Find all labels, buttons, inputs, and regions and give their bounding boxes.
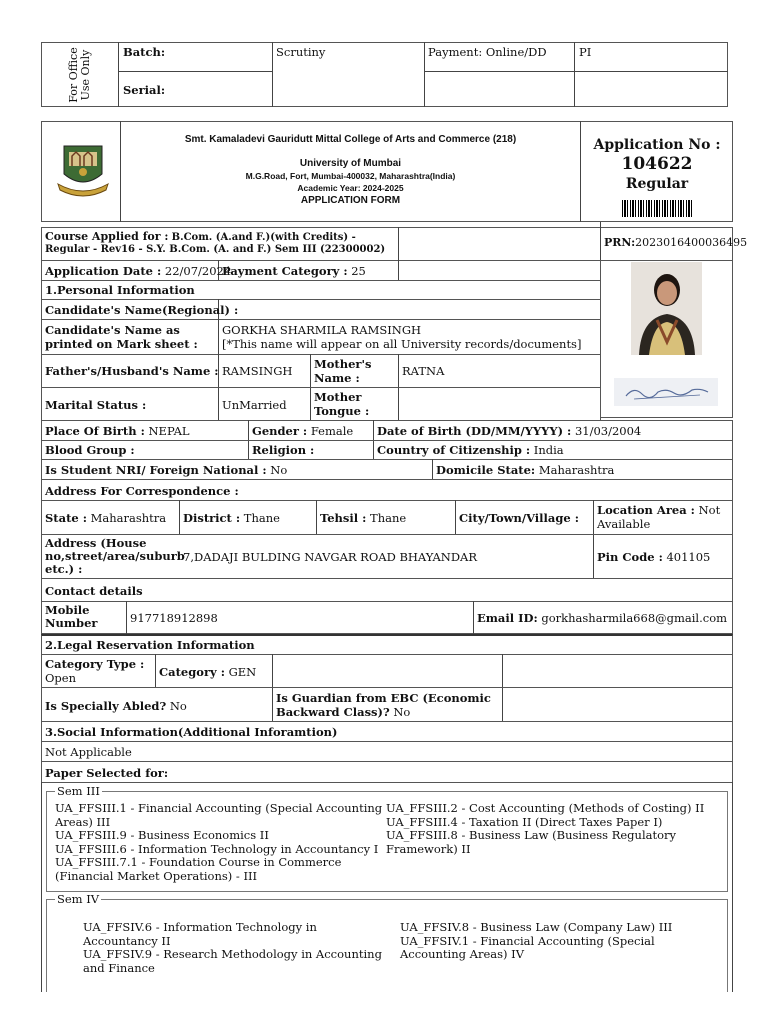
application-no: 104622	[621, 154, 693, 174]
address-city	[459, 511, 579, 525]
citizenship-label: Country of Citizenship :	[377, 443, 531, 457]
guardian-ebc	[276, 691, 500, 719]
barcode	[622, 200, 692, 217]
specially-abled-value: No	[169, 699, 187, 713]
paper-item: UA_FFSIV.8 - Business Law (Company Law) III	[400, 920, 673, 934]
course-value: B.Com. (A.and F.)(with Credits) - Regular - Rev16 - S.Y. B.Com. (A. and F.) Sem III (22300002)	[45, 232, 386, 255]
city-label: City/Town/Village :	[459, 511, 579, 525]
citizenship	[377, 443, 564, 457]
domicile-value: Maharashtra	[538, 463, 615, 477]
form-title: APPLICATION FORM	[300, 195, 401, 206]
payment-category-value: 25	[351, 264, 366, 278]
candidate-photo	[631, 262, 702, 355]
pin-code-value: 401105	[666, 550, 711, 564]
paper-item: UA_FFSIV.6 - Information Technology in Accountancy II	[83, 920, 317, 948]
paper-item: UA_FFSIII.2 - Cost Accounting (Methods of Costing) II	[386, 801, 705, 815]
paper-item: UA_FFSIII.8 - Business Law (Business Regulatory Framework) II	[386, 828, 677, 856]
application-no-label: Application No :	[593, 137, 721, 153]
category-label: Category :	[159, 665, 225, 679]
prn	[604, 236, 747, 249]
marital-status-label: Marital Status :	[45, 398, 147, 412]
course-applied	[45, 231, 397, 256]
prn-value: 2023016400036495	[635, 236, 748, 249]
personal-section-title: 1.Personal Information	[45, 283, 195, 297]
university-name: University of Mumbai	[299, 158, 402, 169]
father-name-label: Father's/Husband's Name :	[45, 364, 219, 378]
application-date	[45, 264, 231, 278]
course-label: Course Applied for :	[45, 230, 169, 243]
paper-item: UA_FFSIII.9 - Business Economics II	[55, 828, 269, 842]
district-value: Thane	[243, 511, 280, 525]
email	[477, 611, 727, 625]
mother-name-label: Mother's Name :	[314, 357, 372, 385]
house-address-value: 7,DADAJI BULDING NAVGAR ROAD BHAYANDAR	[183, 550, 478, 564]
gender	[252, 424, 353, 438]
blood-group-label: Blood Group :	[45, 443, 135, 457]
marital-status-value: UnMarried	[222, 398, 287, 412]
nri-label: Is Student NRI/ Foreign National :	[45, 463, 267, 477]
address-tehsil	[320, 511, 406, 525]
location-area	[597, 503, 731, 531]
sem3-right-list	[386, 802, 724, 856]
citizenship-value: India	[533, 443, 564, 457]
tehsil-label: Tehsil :	[320, 511, 367, 525]
house-address-label: Address (House no,street/area/suburb etc.) :	[45, 536, 185, 576]
specially-abled-label: Is Specially Abled?	[45, 699, 167, 713]
gender-label: Gender :	[252, 424, 308, 438]
dob-label: Date of Birth (DD/MM/YYYY) :	[377, 424, 572, 438]
district-label: District :	[183, 511, 241, 525]
paper-item: UA_FFSIII.4 - Taxation II (Direct Taxes Paper I)	[386, 814, 663, 829]
paper-item: UA_FFSIV.1 - Financial Accounting (Special Accounting Areas) IV	[400, 933, 655, 961]
university-address: M.G.Road, Fort, Mumbai-400032, Maharashtra(India)	[245, 171, 456, 181]
scrutiny-label: Scrutiny	[276, 45, 326, 59]
place-of-birth-label: Place Of Birth :	[45, 424, 145, 438]
sem4-right-list	[400, 921, 700, 962]
nri-status	[45, 463, 287, 477]
address-district	[183, 511, 280, 525]
pi-label: PI	[579, 45, 592, 59]
university-crest-logo	[54, 140, 112, 200]
college-name: Smt. Kamaladevi Gauridutt Mittal College of Arts and Commerce (218)	[184, 134, 517, 145]
paper-item: UA_FFSIII.6 - Information Technology in Accountancy I	[55, 841, 379, 856]
domicile-label: Domicile State:	[436, 463, 536, 477]
name-marksheet-value: GORKHA SHARMILA RAMSINGH	[222, 323, 422, 337]
mobile-value: 917718912898	[130, 611, 218, 625]
name-marksheet-note: [*This name will appear on all University records/documents]	[222, 337, 582, 351]
prn-label: PRN:	[604, 236, 636, 249]
email-value: gorkhasharmila668@gmail.com	[541, 611, 728, 625]
pin-code-label: Pin Code :	[597, 550, 663, 564]
date-of-birth	[377, 424, 641, 438]
domicile-state	[436, 463, 614, 477]
state-value: Maharashtra	[90, 511, 167, 525]
payment-mode-label: Payment: Online/DD	[428, 45, 547, 59]
name-marksheet-label: Candidate's Name as printed on Mark sheet :	[45, 323, 198, 351]
candidate-signature	[614, 378, 718, 406]
state-label: State :	[45, 511, 87, 525]
religion-label: Religion :	[252, 443, 315, 457]
contact-section-title: Contact details	[45, 584, 143, 598]
serial-label: Serial:	[123, 83, 166, 97]
payment-category-label: Payment Category :	[222, 264, 348, 278]
batch-label: Batch:	[123, 45, 166, 59]
academic-year: Academic Year: 2024-2025	[297, 183, 404, 193]
payment-category	[222, 264, 366, 278]
nri-value: No	[270, 463, 288, 477]
sem4-legend: Sem IV	[57, 892, 100, 906]
mobile-label: Mobile Number	[45, 603, 98, 630]
pin-code	[597, 550, 710, 564]
address-state	[45, 511, 166, 525]
paper-item: UA_FFSIII.7.1 - Foundation Course in Commerce (Financial Market Operations) - III	[55, 855, 342, 883]
name-regional-label: Candidate's Name(Regional) :	[45, 303, 239, 317]
address-section-title: Address For Correspondence :	[45, 484, 239, 498]
application-type: Regular	[625, 176, 689, 192]
paper-item: UA_FFSIII.1 - Financial Accounting (Special Accounting Areas) III	[55, 801, 383, 829]
place-of-birth	[45, 424, 190, 438]
office-use-side-label: For Office Use Only	[67, 47, 92, 103]
guardian-ebc-label: Is Guardian from EBC (Economic Backward Class)?	[276, 691, 491, 719]
category-type-label: Category Type :	[45, 657, 145, 671]
email-label: Email ID:	[477, 611, 538, 625]
application-date-label: Application Date :	[45, 264, 162, 278]
location-area-label: Location Area :	[597, 503, 695, 517]
sem3-legend: Sem III	[57, 784, 100, 798]
reservation-section-title: 2.Legal Reservation Information	[45, 638, 255, 652]
category	[159, 665, 256, 679]
father-name-value: RAMSINGH	[222, 364, 293, 378]
place-of-birth-value: NEPAL	[148, 424, 190, 438]
mother-name-value: RATNA	[402, 364, 445, 378]
category-value: GEN	[228, 665, 257, 679]
mother-tongue-label: Mother Tongue :	[314, 390, 370, 418]
social-value: Not Applicable	[45, 745, 132, 759]
paper-item: UA_FFSIV.9 - Research Methodology in Accounting and Finance	[83, 947, 382, 975]
specially-abled	[45, 699, 187, 713]
location-area-value: Not Available	[597, 503, 721, 531]
social-section-title: 3.Social Information(Additional Inforamtion)	[45, 725, 338, 739]
sem4-left-list	[83, 921, 383, 975]
application-date-value: 22/07/2024	[164, 264, 232, 278]
gender-value: Female	[310, 424, 354, 438]
sem3-left-list	[55, 802, 385, 883]
dob-value: 31/03/2004	[574, 424, 642, 438]
tehsil-value: Thane	[370, 511, 407, 525]
category-type-value: Open	[45, 671, 77, 685]
papers-section-title: Paper Selected for:	[45, 766, 169, 780]
guardian-ebc-value: No	[393, 705, 411, 719]
